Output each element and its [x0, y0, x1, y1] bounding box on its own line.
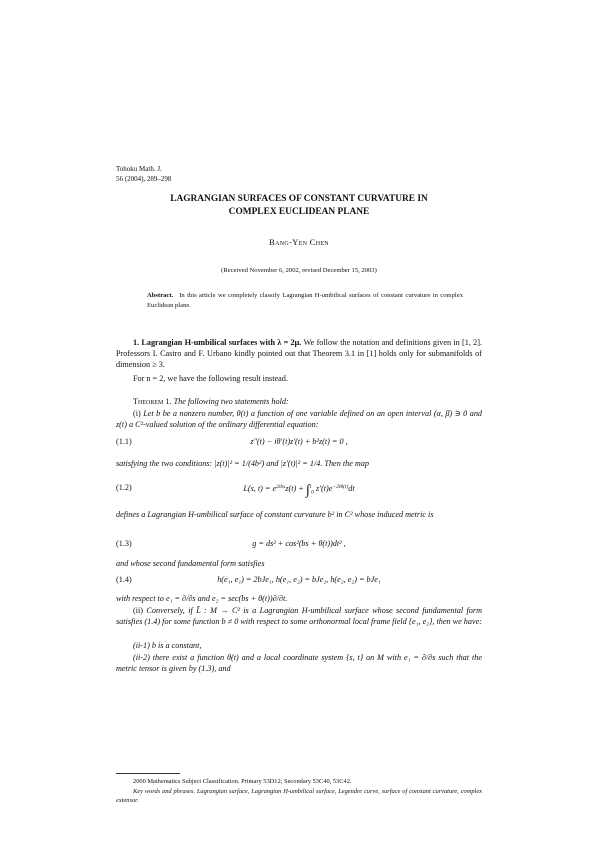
equation-expression: g = ds² + cos²(bs + θ(t))dt² , — [252, 539, 346, 548]
equation-number: (1.2) — [116, 483, 132, 492]
theorem-statement: The following two statements hold: — [173, 397, 289, 406]
section-1-text: We follow the notation and definitions given in [1, 2]. Professors I. Castro and F. Urbano kindly pointed out that Theorem 3.1 in [1] holds only for submanifolds of dimension ≥ 3. — [116, 338, 482, 370]
section-1-paragraph-2: For n = 2, we have the following result instead. — [133, 374, 288, 383]
equation-number: (1.3) — [116, 539, 132, 548]
eq-exponent: 2ibs — [276, 484, 286, 490]
theorem-heading — [116, 396, 482, 407]
eq-lhs: L(s, t) = e — [243, 484, 277, 493]
eq-exponent-2: −2iθ(t) — [332, 484, 349, 490]
abstract — [147, 291, 463, 311]
integral-lower: 0 — [311, 489, 314, 496]
integral-upper: t — [309, 484, 312, 490]
conditions-line: satisfying the two conditions: |z(t)|² = 1/(4b²) and |z′(t)|² = 1/4. Then the map — [116, 459, 369, 468]
equation-number: (1.4) — [116, 575, 132, 584]
footnote-msc: 2000 Mathematics Subject Classification. Primary 53D12; Secondary 53C40, 53C42. — [133, 778, 352, 785]
theorem-part-ii — [116, 605, 482, 627]
title-line-1: LAGRANGIAN SURFACES OF CONSTANT CURVATURE IN — [170, 194, 428, 204]
theorem-label: Theorem 1. — [133, 397, 172, 406]
equation-expression: h(e₁, e₁) = 2bJe₁, h(e₁, e₂) = bJe₂, h(e₂, e₂) = bJe₁ — [217, 575, 381, 584]
title-line-2: COMPLEX EUCLIDEAN PLANE — [228, 206, 370, 217]
frame-text: with respect to e₁ = ∂/∂s and e₂ = sec(bs + θ(t))∂/∂t. — [116, 594, 288, 603]
section-1-paragraph — [116, 337, 482, 371]
defines-text: defines a Lagrangian H-umbilical surface of constant curvature b² in C² whose induced metric is — [116, 510, 434, 519]
abstract-text: In this article we completely classify Lagrangian H-umbilical surfaces of constant curvature in complex Euclidean plane. — [147, 292, 463, 309]
part-ii-label: (ii) — [133, 606, 144, 615]
eq-integrand: z′(t)e — [316, 484, 333, 493]
section-1-heading: 1. Lagrangian H-umbilical surfaces with λ = 2μ. — [133, 338, 302, 347]
equation-1-2 — [116, 480, 482, 504]
equation-number: (1.1) — [116, 437, 132, 446]
item-ii-2: (ii-2) there exist a function θ(t) and a local coordinate system {s, t} on M with e₁ = ∂/∂s such that the metric tensor is given by (1.3), and — [116, 653, 482, 674]
journal-header — [116, 165, 171, 184]
item-ii-1: (ii-1) b is a constant, — [133, 641, 202, 650]
part-ii-text: Conversely, if L̃ : M → C² is a Lagrangian H-umbilical surface whose second fundamental form satisfies (1.4) for some function b ≠ 0 with respect to some orthonormal local frame field {e₁, e₂}, then we have: — [116, 606, 483, 627]
integral-sign: ∫ — [305, 483, 310, 498]
journal-volume: 56 (2004), 289–298 — [116, 174, 172, 183]
second-fundamental-text: and whose second fundamental form satisfies — [116, 559, 265, 568]
received-dates: (Received November 6, 2002, revised December 15, 2003) — [221, 267, 377, 274]
footnote-keywords: Key words and phrases. Lagrangian surface, Lagrangian H-umbilical surface, Legendre curve, surface of constant curvature, complex extensor. — [116, 788, 482, 804]
equation-1-1 — [116, 437, 482, 451]
footnote-rule — [116, 773, 180, 774]
equation-expression — [116, 483, 482, 499]
paper-title — [116, 193, 482, 218]
equation-1-3 — [116, 539, 482, 553]
part-i-text: Let b be a nonzero number, θ(t) a function of one variable defined on an open interval (α, β) ∋ 0 and z(t) a C²-valued solution of the ordinary differential equation: — [116, 409, 483, 430]
equation-1-4 — [116, 575, 482, 589]
equation-expression: z″(t) − iθ′(t)z′(t) + b²z(t) = 0 , — [250, 437, 348, 446]
author-name: Bang-Yen Chen — [269, 237, 329, 247]
abstract-label: Abstract. — [147, 292, 174, 299]
theorem-part-i — [116, 408, 482, 430]
part-i-label: (i) — [133, 409, 141, 418]
eq-dt: dt — [348, 484, 355, 493]
eq-middle: z(t) + — [285, 484, 306, 493]
journal-name: Tohoku Math. J. — [116, 165, 162, 173]
